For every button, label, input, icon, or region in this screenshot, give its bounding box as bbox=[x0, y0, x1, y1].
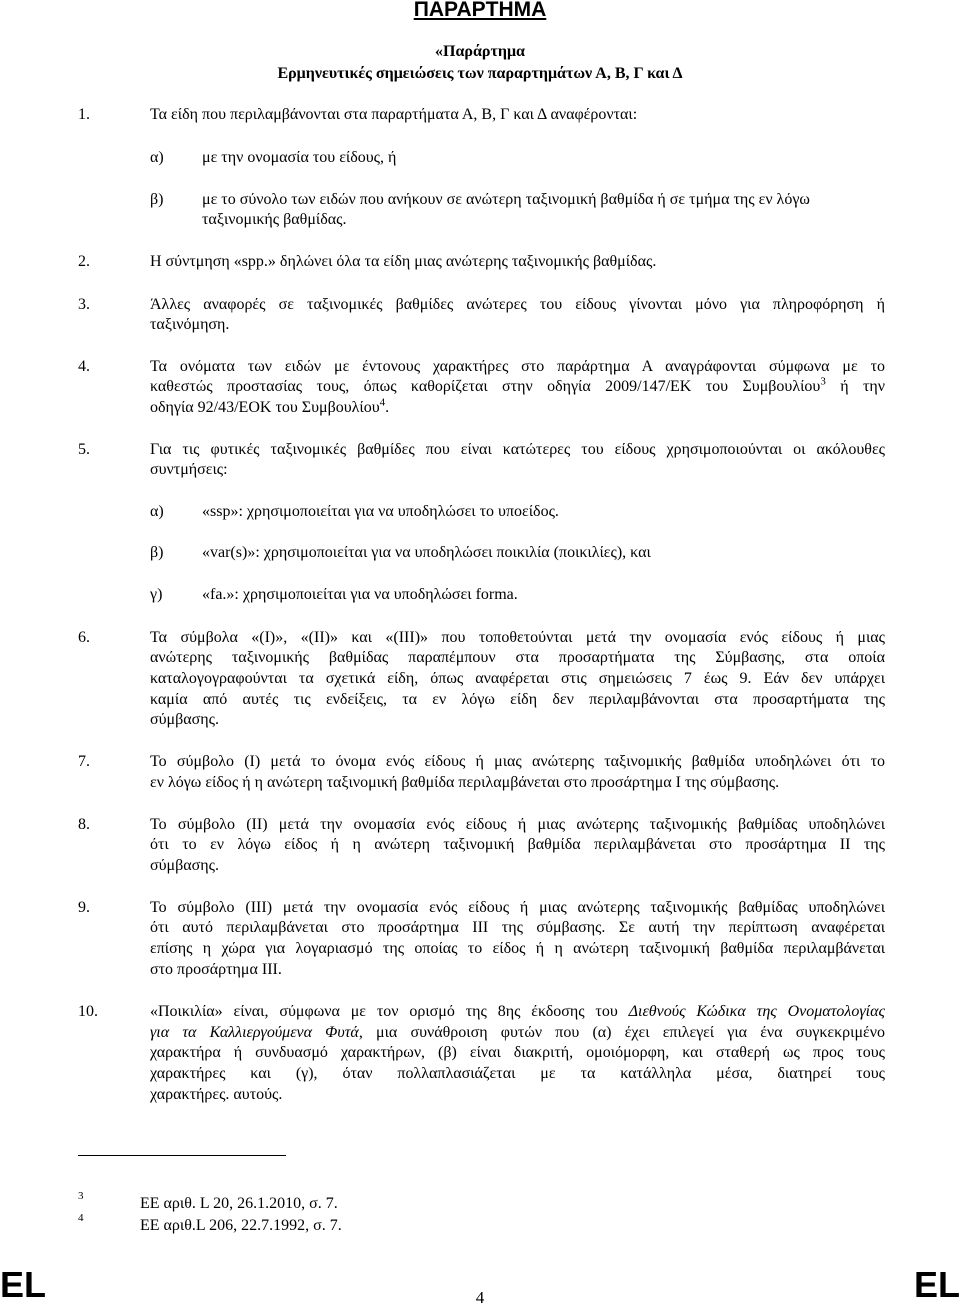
paragraph-9-line4: στο προσάρτημα ΙΙΙ. bbox=[150, 961, 282, 978]
page-title: ΠΑΡΑΡΤΗΜΑ bbox=[413, 0, 547, 21]
paragraph-number-3: 3. bbox=[78, 296, 90, 313]
paragraph-4-line2: καθεστώς προστασίας τους, όπως καθορίζεται στην οδηγία 2009/147/ΕΚ του Συμβουλίου$^3$ ή την bbox=[150, 377, 885, 395]
code-title-italic: Διεθνούς Κώδικα της Ονοματολογίας bbox=[628, 1003, 885, 1020]
paragraph-10-line3: χαρακτήρα ή συνδυασμό χαρακτήρων, (β) είναι διακριτή, ομοιόμορφη, και σταθερή ως προς τους bbox=[150, 1044, 885, 1061]
paragraph-10-line1: «Ποικιλία» είναι, σύμφωνα με τον ορισμό της 8ης έκδοσης του Διεθνούς Κώδικα της Ονοματολογίας bbox=[150, 1003, 885, 1020]
annex-subheading: Ερμηνευτικές σημειώσεις των παραρτημάτων Α, Β, Γ και Δ bbox=[277, 65, 683, 82]
paragraph-number-7: 7. bbox=[78, 753, 90, 770]
paragraph-6-line2: ανώτερης ταξινομικής βαθμίδας παραπέμπουν στα προσαρτήματα της Σύμβασης, στα οποία bbox=[150, 649, 885, 666]
footnote-separator bbox=[78, 1155, 286, 1156]
paragraph-8-line2: ότι το εν λόγω είδος ή η ανώτερη ταξινομική βαθμίδα περιλαμβάνεται στο προσάρτημα ΙΙ της bbox=[150, 836, 885, 853]
footer-language-left: EL bbox=[0, 1264, 47, 1305]
paragraph-number-4: 4. bbox=[78, 358, 90, 375]
paragraph-10-line4: χαρακτήρες και (γ), όταν πολλαπλασιάζεται με τα κατάλληλα μέσα, διατηρεί τους bbox=[150, 1065, 885, 1082]
paragraph-number-9: 9. bbox=[78, 899, 90, 916]
paragraph-number-1: 1. bbox=[78, 106, 90, 123]
item-text-b-line1: με το σύνολο των ειδών που ανήκουν σε ανώτερη ταξινομική βαθμίδα ή σε τμήμα της εν λόγω bbox=[202, 191, 810, 208]
paragraph-number-10: 10. bbox=[78, 1003, 98, 1020]
abbrev-label-c: γ) bbox=[150, 586, 163, 603]
paragraph-3-line2: ταξινόμηση. bbox=[150, 316, 230, 333]
footnote-number-4: 4 bbox=[78, 1212, 84, 1224]
footnote-text-3: ΕΕ αριθ. L 20, 26.1.2010, σ. 7. bbox=[140, 1195, 338, 1212]
paragraph-8-line3: σύμβασης. bbox=[150, 857, 219, 874]
paragraph-9-line3: επίσης η χώρα για λογαριασμό της οποίας το είδος ή η ανώτερη ταξινομική βαθμίδα περιλαμβάνεται bbox=[150, 940, 885, 957]
item-text-a: με την ονομασία του είδους, ή bbox=[202, 149, 397, 166]
paragraph-1-text: Τα είδη που περιλαμβάνονται στα παραρτήματα Α, Β, Γ και Δ αναφέρονται: bbox=[150, 106, 638, 123]
abbrev-text-c: «fa.»: χρησιμοποιείται για να υποδηλώσει forma. bbox=[202, 586, 518, 603]
item-text-b-line2: ταξινομικής βαθμίδας. bbox=[202, 211, 347, 228]
paragraph-3-line1: Άλλες αναφορές σε ταξινομικές βαθμίδες ανώτερες του είδους γίνονται μόνο για πληροφόρηση ή bbox=[150, 296, 885, 313]
paragraph-9-line1: Το σύμβολο (ΙΙΙ) μετά την ονομασία ενός είδους ή μιας ανώτερης ταξινομικής βαθμίδας υποδηλώνει bbox=[150, 899, 885, 916]
paragraph-8-line1: Το σύμβολο (ΙΙ) μετά την ονομασία ενός είδους ή μιας ανώτερης ταξινομικής βαθμίδας υποδηλώνει bbox=[150, 816, 885, 833]
paragraph-4-line1: Τα ονόματα των ειδών με έντονους χαρακτήρες στο παράρτημα Α αναγράφονται σύμφωνα με το bbox=[150, 358, 885, 375]
code-title-italic-cont: για τα Καλλιεργούμενα Φυτά bbox=[150, 1024, 359, 1041]
paragraph-number-8: 8. bbox=[78, 816, 90, 833]
paragraph-9-line2: ότι αυτό περιλαμβάνεται στο προσάρτημα ΙΙΙ της σύμβασης. Σε αυτή την περίπτωση αναφέρεται bbox=[150, 919, 885, 936]
paragraph-6-line5: σύμβασης. bbox=[150, 711, 219, 728]
paragraph-10-line2: για τα Καλλιεργούμενα Φυτά, μια συνάθροιση φυτών που (α) έχει επιλεγεί για ένα συγκεκριμένο bbox=[150, 1024, 885, 1041]
footnote-ref-4[interactable]: 4 bbox=[379, 396, 386, 409]
paragraph-4-line3: οδηγία 92/43/ΕΟΚ του Συμβουλίου$^4$. bbox=[150, 396, 390, 416]
abbrev-text-b: «var(s)»: χρησιμοποιείται για να υποδηλώσει ποικιλία (ποικιλίες), και bbox=[202, 544, 651, 561]
paragraph-6-line1: Τα σύμβολα «(Ι)», «(ΙΙ)» και «(ΙΙΙ)» που τοποθετούνται μετά την ονομασία ενός είδους ή μιας bbox=[150, 629, 885, 646]
footnote-text-4: ΕΕ αριθ.L 206, 22.7.1992, σ. 7. bbox=[140, 1217, 342, 1234]
item-label-b: β) bbox=[150, 191, 164, 208]
paragraph-2-text: Η σύντμηση «spp.» δηλώνει όλα τα είδη μιας ανώτερης ταξινομικής βαθμίδας. bbox=[150, 253, 657, 270]
page-number: 4 bbox=[475, 1288, 485, 1307]
footnote-ref-3[interactable]: 3 bbox=[820, 377, 826, 388]
paragraph-number-6: 6. bbox=[78, 629, 90, 646]
paragraph-10-line5: χαρακτήρες. αυτούς. bbox=[150, 1086, 283, 1103]
paragraph-5-line2: συντμήσεις: bbox=[150, 461, 228, 478]
abbrev-label-b: β) bbox=[150, 544, 164, 561]
paragraph-number-2: 2. bbox=[78, 253, 90, 270]
annex-heading: «Παράρτημα bbox=[435, 43, 525, 60]
item-label-a: α) bbox=[150, 149, 164, 166]
paragraph-5-line1: Για τις φυτικές ταξινομικές βαθμίδες που είναι κατώτερες του είδους χρησιμοποιούνται οι ακόλουθες bbox=[150, 441, 885, 458]
paragraph-6-line3: καταλογογραφούνται τα σχετικά είδη, όπως αναφέρεται στις σημειώσεις 7 έως 9. Εάν δεν υπάρχει bbox=[150, 670, 885, 687]
abbrev-label-a: α) bbox=[150, 503, 164, 520]
paragraph-6-line4: καμία από αυτές τις ενδείξεις, τα εν λόγω είδη δεν περιλαμβάνονται στα προσαρτήματα της bbox=[150, 691, 885, 708]
paragraph-7-line1: Το σύμβολο (Ι) μετά το όνομα ενός είδους ή μιας ανώτερης ταξινομικής βαθμίδα υποδηλώνει ότι το bbox=[150, 753, 885, 770]
footnote-number-3: 3 bbox=[78, 1190, 84, 1202]
paragraph-number-5: 5. bbox=[78, 441, 90, 458]
footer-language-right: EL bbox=[913, 1264, 960, 1305]
abbrev-text-a: «ssp»: χρησιμοποιείται για να υποδηλώσει το υποείδος. bbox=[202, 503, 559, 520]
paragraph-7-line2: εν λόγω είδος ή η ανώτερη ταξινομική βαθμίδα περιλαμβάνεται στο προσάρτημα Ι της σύμβασης. bbox=[150, 774, 780, 791]
